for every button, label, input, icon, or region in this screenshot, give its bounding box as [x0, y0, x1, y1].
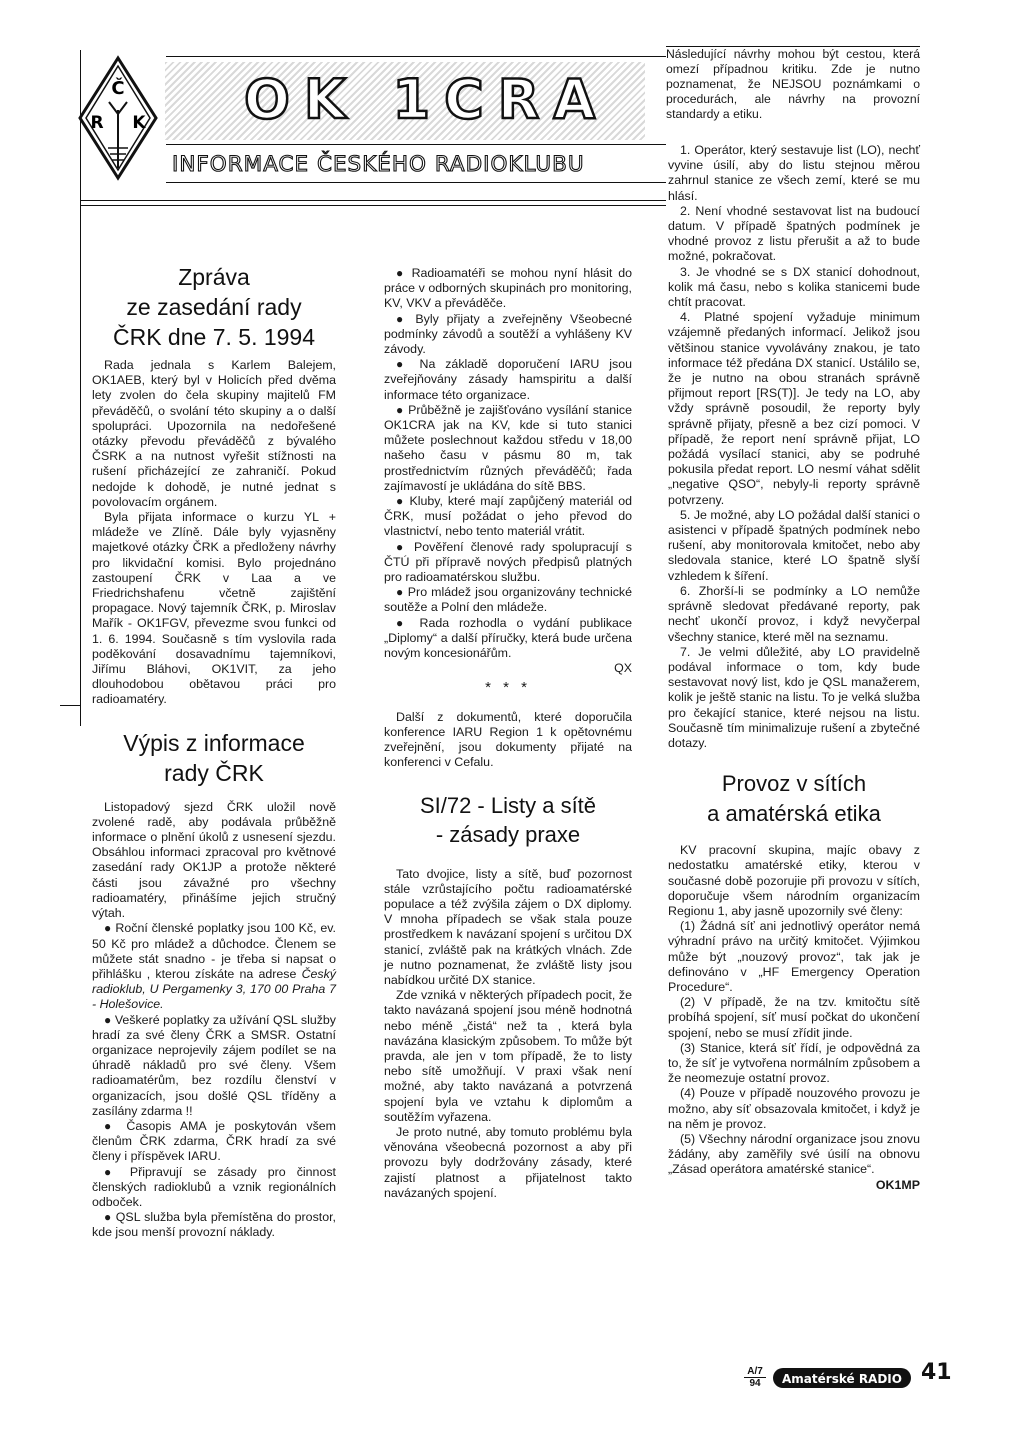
- paragraph: Další z dokumentů, které doporučila konference IARU Region 1 k opětovnému zveřejnění, jsou dokumenty přijaté na konferenci v Cefalu.: [384, 709, 632, 770]
- bullet-item: ● Časopis AMA je poskytován všem členům ČRK zdarma, ČRK hradí za své členy i příspěvek IARU.: [92, 1119, 336, 1165]
- bullet-item: ● Kluby, které mají zapůjčený materiál od ČRK, musí požádat o jeho převod do vlastnictví, nebo tento materiál vrátit.: [384, 494, 632, 540]
- bullet-item: ● Radioamatéři se mohou nyní hlásit do práce v odborných skupinách pro monitoring, KV, VKV a převáděče.: [384, 266, 632, 312]
- magazine-logo-mark: [772, 1366, 912, 1390]
- paragraph: (5) Všechny národní organizace jsou znovu žádány, aby zaměřily své úsilí na obnovu „Zásad operátora amatérské stanice“.: [668, 1131, 920, 1177]
- bullet-item: ● Pro mládež jsou organizovány technické soutěže a Polní den mládeže.: [384, 585, 632, 615]
- heading-zprava: Zpráva ze zasedání rady ČRK dne 7. 5. 1994: [112, 264, 316, 350]
- crk-diamond-emblem: [78, 50, 178, 190]
- paragraph: Tato dvojice, listy a sítě, buď pozornost stále vzrůstajícího počtu radioamatérské populace a též zvýšila zájem o DX diplomy. V mnoha případech se však stala pouze prostředkem k navázaní spojení s určitou DX stanicí, zvláště pak na krátkých vlnách. Zde je nutno poznamenat, že zvláště listy jsou nabídkou určité DX stanice.: [384, 866, 632, 987]
- logo-letter-c: Č: [111, 78, 125, 99]
- logo-letter-k: K: [132, 113, 146, 133]
- header-rule-top: [166, 56, 666, 57]
- bullet-item: ● Pověření členové rady spolupracují s ČTÚ při přípravě nových předpisů platných pro radioamatérskou službu.: [384, 540, 632, 586]
- column-middle: [384, 266, 632, 1201]
- address-italic: Český radioklub, U Pergamenky 3, 170 00 Praha 7 - Holešovice.: [92, 966, 336, 1012]
- heading-vypis: Výpis z informace rady ČRK: [123, 729, 305, 786]
- header-rule-mid: [166, 144, 666, 145]
- paragraph: (1) Žádná síť ani jednotlivý operátor nemá výhradní právo na určitý kmitočet. Výjimkou může být „nouzový provoz“, tak jak je definováno v „HF Emergency Operation Procedure“.: [668, 919, 920, 994]
- left-margin-tick: [60, 705, 80, 706]
- header-rule-bottom-1: [80, 200, 666, 201]
- heading-provoz: Provoz v sítích a amatérská etika: [707, 771, 881, 827]
- bullet-item: ● Rada rozhodla o vydání publikace „Diplomy“ a další příručky, která bude určena novým koncesionářům.: [384, 616, 632, 662]
- paragraph: Listopadový sjezd ČRK uložil nově zvolené radě, aby podávala průběžně informace o plnění úkolů z usnesení sjezdu. Obsáhlou informaci zpracoval pro květnové zasedání rady OK1JP a protože některé části jsou závažné pro všechny radioamatéry, přinášíme jejich stručný výtah.: [92, 799, 336, 921]
- numbered-item: 1. Operátor, který sestavuje list (LO), nechť vyvine úsilí, aby do listu stejnou měrou zahrnul stanice ze všech zemí, které se mu hlásí.: [668, 143, 920, 203]
- numbered-item: 4. Platné spojení vyžaduje minimum vzájemně předaných informací. Jelikož jsou většinou stanice vyvolávány znakou, je tato informace též předána DX stanicí. Ustálilo se, že je nutno na obou stranách správně přijmout report [RS(T)]. Je tedy na LO, aby vždy správně posoudil, že reporty byly správně přijaty, přesně a bez cizí pomoci. V případě, že report není správně přijat, LO požádá vysílací stanici, aby se podruhé pokusila předat report. LO nesmí váhat sdělit „negative QSO“, nebyly-li reporty správně potvrzeny.: [668, 310, 920, 507]
- crk-logo: [78, 50, 178, 190]
- paragraph: Byla přijata informace o kurzu YL + mládeže ve Zlíně. Dále byly vyjasněny majetkové otázky ČRK a předloženy návrhy pro likvidační komisi. Bylo projednáno zastoupení ČRK v Laa a ve Friedrichshafenu včetně zajištění propagace. Nový tajemník ČRK, p. Miroslav Mařík - OK1FGV, převezme svou funkci od 1. 6. 1994. Současně s tím vyslovila rada poděkování dosavadnímu tajemníkovi, Jiřímu Bláhovi, OK1VIT, za jeho dlouhodobou obětavou práci pro radioamatéry.: [92, 510, 336, 707]
- paragraph: (2) V případě, že na tzv. kmitočtu sítě probíhá spojení, síť musí počkat do ukončení spojení, nebo se musí zřídit jinde.: [668, 995, 920, 1040]
- paragraph: Následující návrhy mohou být cestou, která omezí případnou kritiku. Zde je nutno poznamenat, že NEJSOU poznámkami o procedurách, ale návrhy na provozní standardy a etiku.: [666, 47, 920, 121]
- paragraph: (3) Stanice, která síť řídí, je odpovědná za to, že síť je vytvořena normálním způsobem a že neomezuje ostatní provoz.: [668, 1040, 920, 1086]
- header-subtitle: INFORMACE ČESKÉHO RADIOKLUBU: [172, 152, 585, 177]
- bullet-item: ● Na základě doporučení IARU jsou zveřejňovány zásady hamspiritu a další informace této organizace.: [384, 357, 632, 403]
- paragraph: (4) Pouze v případě nouzového provozu je možno, aby síť obsazovala kmitočet, i když je na něm je provoz.: [668, 1086, 920, 1131]
- numbered-item: 6. Zhorší-li se podmínky a LO nemůže správně sledovat předávané reporty, pak nechť ukončí provoz, i když nevyčerpal všechny stanice, které měl na seznamu.: [668, 583, 920, 644]
- heading-si72: SI/72 - Listy a sítě - zásady praxe: [419, 792, 597, 847]
- numbered-item: 3. Je vhodné se s DX stanicí dohodnout, kolik má času, nebo s kolika stanicemi bude chtít pracovat.: [668, 264, 920, 310]
- section-separator: * * *: [485, 679, 531, 697]
- column-right-top: [666, 46, 920, 122]
- magazine-name: Amatérské RADIO: [782, 1372, 902, 1386]
- issue-number: A/7 94: [744, 1366, 766, 1389]
- logo-letter-r: R: [90, 113, 104, 133]
- paragraph: Je proto nutné, aby tomuto problému byla věnována všeobecná pozornost a aby při provozu byly dodržovány zásady, které zajistí platnost a přijatelnost takto navázaných spojení.: [384, 1124, 632, 1200]
- numbered-item: 5. Je možné, aby LO požádal další stanici o asistenci v případě špatných podmínek nebo rušení, aby monitorovala kmitočet, nebo aby sledovala stanice, které LO špatně slyší vzhledem k šíření.: [668, 507, 920, 583]
- bullet-item: ● QSL služba byla přemístěna do prostor, kde jsou menší provozní náklady.: [92, 1210, 336, 1240]
- magazine-logo: [772, 1366, 912, 1388]
- left-margin-rule: [80, 50, 81, 726]
- bullet-item: ● Veškeré poplatky za užívání QSL služby hradí za své členy ČRK a SMSR. Ostatní organizace neprojevily zájem podílet se na úhradě nákladů pro své členy. Všem radioamatérům, bez rozdílu členství v organizacích, jsou došlé QSL tříděny a zasílány zdarma !!: [92, 1013, 336, 1119]
- paragraph: Rada jednala s Karlem Balejem, OK1AEB, který byl v Holicích před dvěma lety zvolen do čela skupiny majitelů FM převáděčů, o svolání této skupiny a o další spolupráci. Upozornila na nedořešené otázky převodu převáděčů z bývalého ČSRK a na nutnost vyřešit stížnosti na rušení přicházející ze zahraničí. Pokud nedojde k dohodě, je nutné jednat s povolovacím orgánem.: [92, 358, 336, 509]
- bullet-item: ● Roční členské poplatky jsou 100 Kč, ev. 50 Kč pro mládež a důchodce. Členem se můžete stát snadno - je třeba si napsat o přihlášku , kterou získáte na adrese Český radioklub, U Pergamenky 3, 170 00 Praha 7 - Holešovice.: [92, 921, 336, 1012]
- bullet-item: ● Byly přijaty a zveřejněny Všeobecné podmínky závodů a soutěží a vyhlášeny KV závody.: [384, 312, 632, 358]
- column-right: [668, 143, 920, 1193]
- column-left: [92, 262, 336, 1241]
- page-number: 41: [921, 1360, 952, 1385]
- header-rule-bottom-2: [80, 205, 666, 206]
- header-title: OK 1CRA: [244, 68, 610, 131]
- bullet-item: ● Připravují se zásady pro činnost členských radioklubů a vznik regionálních odboček.: [92, 1165, 336, 1211]
- header-rule-sub: [166, 182, 666, 183]
- numbered-item: 2. Není vhodné sestavovat list na budoucí datum. V případě špatných podmínek je vhodné provoz z listu přerušit a až to bude možné, pokračovat.: [668, 203, 920, 264]
- signature-qx: QX: [614, 661, 632, 676]
- paragraph: KV pracovní skupina, majíc obavy z nedostatku amatérské etiky, kterou v současné době pozorujie při provozu v sítích, doporučuje všem národním organizacím Regionu 1, aby jasně upozornily své členy:: [668, 843, 920, 918]
- signature-ok1mp: OK1MP: [875, 1177, 920, 1192]
- paragraph: Zde vzniká v některých případech pocit, že takto navázaná spojení jsou méně hodnotná nebo méně „čistá“ než ta , která byla navázána klasickým způsobem. To může být pravda, ale jen v tom případě, že to listy nebo sítě umožňují. V praxi však není možné, aby takto navázaná a potvrzená spojení byla ve vztahu k diplomům a soutěžím vyřazena.: [384, 988, 632, 1124]
- bullet-item: ● Průběžně je zajišťováno vysílání stanice OK1CRA jak na KV, kde si tuto stanici můžete poslechnout každou středu v 18,00 našeho času v pásmu 80 m, tak prostřednictvím různých převáděčů; řada zajímavostí je ukládána do sítě BBS.: [384, 403, 632, 494]
- numbered-item: 7. Je velmi důležité, aby LO pravidelně podával informace o tom, kdy bude sestavovat nový list, kdo je QSL manažerem, kolik je ještě stanic na listu. To je velká služba pro čekající stanice, které nejsou na listu. Současně tím minimalizuje rušení a zbytečné dotazy.: [668, 644, 920, 750]
